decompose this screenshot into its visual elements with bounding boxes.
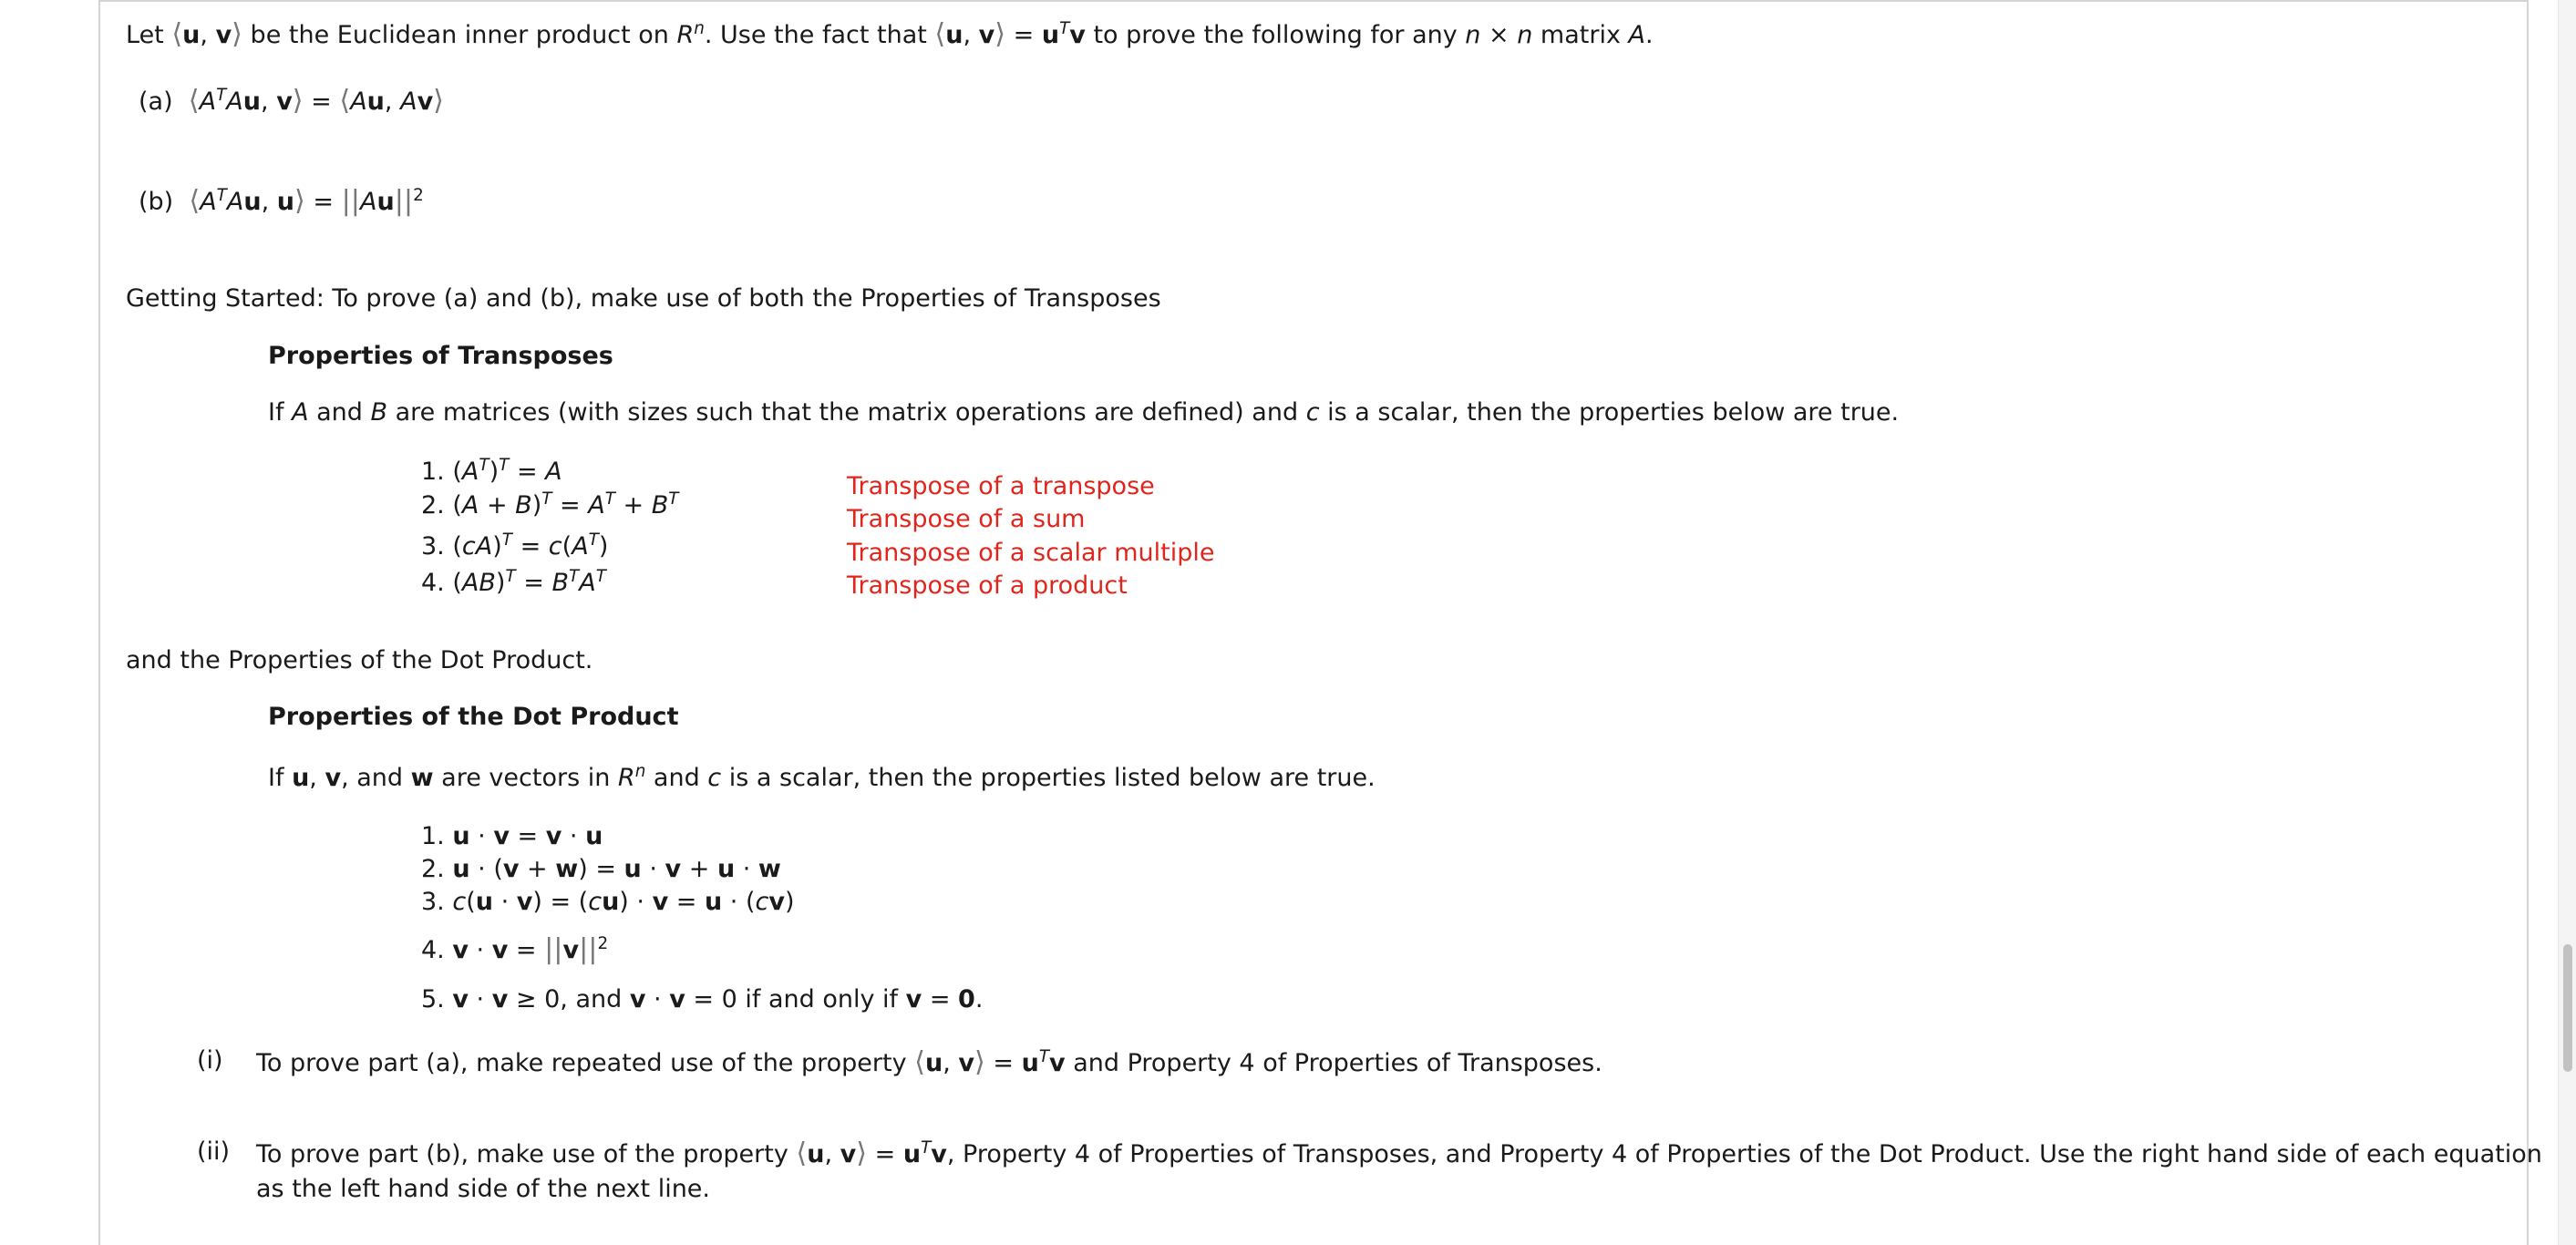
getting-started-text: Getting Started: To prove (a) and (b), make use of both the Properties of Transposes bbox=[126, 284, 1161, 313]
vertical-scrollbar[interactable] bbox=[2558, 0, 2576, 1245]
dot-intro: If u, v, and w are vectors in $R^n$ and c is a scalar, then the properties listed below are true. bbox=[268, 761, 1376, 792]
hint-ii-text: To prove part (b), make use of the property ⟨u, v⟩ = $u^Tv$, Property 4 of Properties of Transposes, and Property 4 of Properties of the Dot Product. Use the right hand side of each equation bbox=[256, 1137, 2542, 1169]
dot-heading: Properties of the Dot Product bbox=[268, 703, 679, 731]
transpose-property-1: 1. $(A^T)^T = A$ bbox=[421, 455, 562, 486]
hint-ii-label: (ii) bbox=[197, 1137, 231, 1166]
transpose-property-4: 4. $(AB)^T = B^TA^T$ bbox=[421, 566, 606, 597]
hint-ii-continuation: as the left hand side of the next line. bbox=[256, 1175, 710, 1203]
dot-property-2: 2. u · (v + w) = u · v + u · w bbox=[421, 855, 781, 883]
dot-property-1: 1. u · v = v · u bbox=[421, 822, 603, 850]
transposes-intro: If A and B are matrices (with sizes such that the matrix operations are defined) and c is a scalar, then the properties below are true. bbox=[268, 398, 1900, 427]
transpose-note-4: Transpose of a product bbox=[847, 571, 1128, 600]
hint-i-text: To prove part (a), make repeated use of the property ⟨u, v⟩ = $u^Tv$ and Property 4 of Properties of Transposes. bbox=[256, 1046, 1602, 1078]
dot-property-5: 5. v · v ≥ 0, and v · v = 0 if and only if v = 0. bbox=[421, 985, 984, 1013]
dot-property-4: 4. $v \cdot v = ||v||^2$ bbox=[421, 933, 609, 965]
dot-property-3: 3. c(u · v) = (cu) · v = u · (cv) bbox=[421, 888, 795, 916]
scrollbar-thumb[interactable] bbox=[2563, 944, 2572, 1072]
part-b: (b) $⟨A^TAu$, u⟩ = $||Au||^2$ bbox=[139, 185, 424, 217]
part-a: (a) $⟨A^TAu$, v⟩ = ⟨Au, Av⟩ bbox=[139, 85, 444, 117]
intro-line: Let ⟨u, v⟩ be the Euclidean inner product on $R^n$. Use the fact that ⟨u, v⟩ = $u^Tv$ to prove the following for any n × n matrix A. bbox=[126, 18, 1654, 50]
transpose-note-2: Transpose of a sum bbox=[847, 505, 1086, 533]
transpose-property-3: 3. $(cA)^T = c(A^T)$ bbox=[421, 530, 609, 561]
and-dot-text: and the Properties of the Dot Product. bbox=[126, 646, 593, 674]
transpose-note-3: Transpose of a scalar multiple bbox=[847, 539, 1215, 567]
transpose-property-2: 2. $(A + B)^T = A^T + B^T$ bbox=[421, 489, 679, 520]
transposes-heading: Properties of Transposes bbox=[268, 342, 613, 370]
transpose-note-1: Transpose of a transpose bbox=[847, 472, 1155, 500]
hint-i-label: (i) bbox=[197, 1046, 223, 1075]
